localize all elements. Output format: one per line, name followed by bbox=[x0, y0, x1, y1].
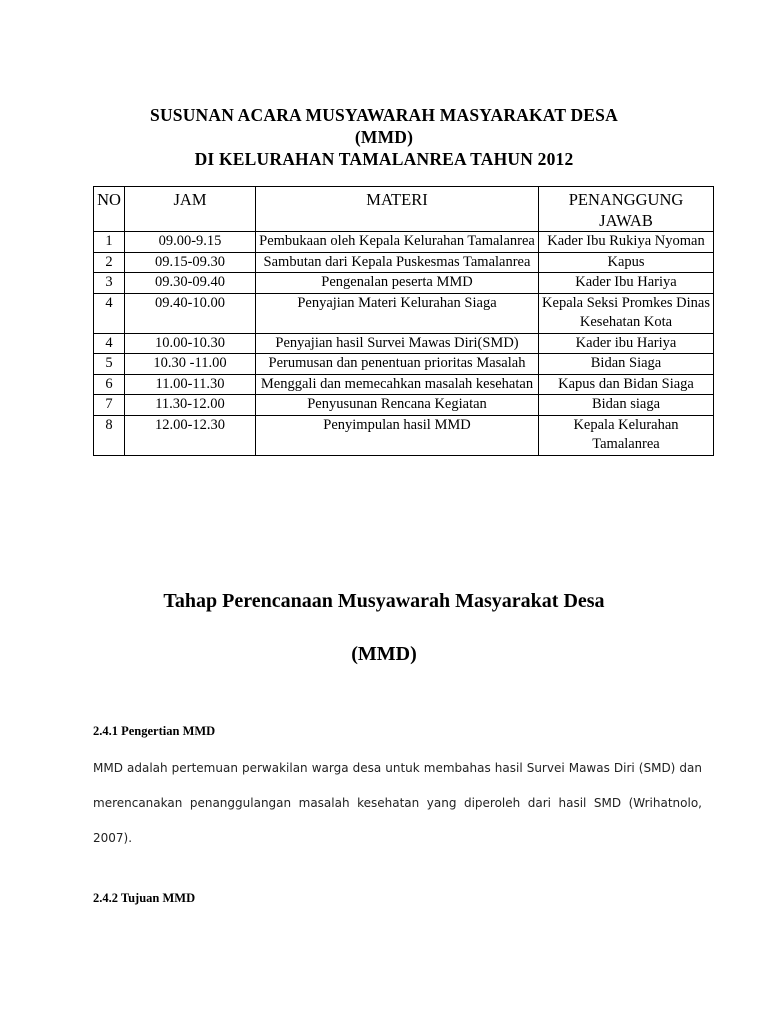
cell-no: 2 bbox=[94, 252, 125, 273]
cell-no: 8 bbox=[94, 415, 125, 455]
cell-penanggung-jawab: Bidan Siaga bbox=[539, 354, 714, 375]
cell-penanggung-jawab: Kader Ibu Rukiya Nyoman bbox=[539, 232, 714, 253]
cell-materi: Menggali dan memecahkan masalah kesehatan bbox=[256, 374, 539, 395]
title-line-1: SUSUNAN ACARA MUSYAWARAH MASYARAKAT DESA bbox=[150, 105, 618, 125]
title-line-2: (MMD) bbox=[354, 127, 414, 147]
cell-jam: 09.30-09.40 bbox=[125, 273, 256, 294]
cell-no: 3 bbox=[94, 273, 125, 294]
cell-jam: 12.00-12.30 bbox=[125, 415, 256, 455]
cell-materi: Penyimpulan hasil MMD bbox=[256, 415, 539, 455]
cell-no: 6 bbox=[94, 374, 125, 395]
cell-penanggung-jawab: Kader Ibu Hariya bbox=[539, 273, 714, 294]
header-penanggung-jawab: PENANGGUNG JAWAB bbox=[539, 187, 714, 232]
cell-no: 4 bbox=[94, 293, 125, 333]
cell-penanggung-jawab: Kapus bbox=[539, 252, 714, 273]
header-materi: MATERI bbox=[256, 187, 539, 232]
cell-penanggung-jawab: Kepala Kelurahan Tamalanrea bbox=[539, 415, 714, 455]
document-title bbox=[0, 104, 768, 170]
table-row bbox=[94, 333, 714, 354]
heading-tujuan-mmd: 2.4.2 Tujuan MMD bbox=[93, 891, 196, 905]
cell-materi: Penyusunan Rencana Kegiatan bbox=[256, 395, 539, 416]
title-line-3: DI KELURAHAN TAMALANREA TAHUN 2012 bbox=[194, 149, 574, 169]
table-row bbox=[94, 395, 714, 416]
cell-no: 7 bbox=[94, 395, 125, 416]
schedule-table bbox=[93, 186, 714, 456]
heading-pengertian-mmd: 2.4.1 Pengertian MMD bbox=[93, 724, 216, 738]
cell-materi: Penyajian hasil Survei Mawas Diri(SMD) bbox=[256, 333, 539, 354]
cell-materi: Penyajian Materi Kelurahan Siaga bbox=[256, 293, 539, 333]
paragraph-pengertian-mmd: MMD adalah pertemuan perwakilan warga desa untuk membahas hasil Survei Mawas Diri (SMD) dan merencanakan penanggulangan masalah kesehatan yang diperoleh dari hasil SMD (Wrihatnolo, 2007). bbox=[93, 761, 702, 845]
header-jam: JAM bbox=[125, 187, 256, 232]
cell-no: 4 bbox=[94, 333, 125, 354]
cell-no: 1 bbox=[94, 232, 125, 253]
cell-jam: 09.15-09.30 bbox=[125, 252, 256, 273]
cell-penanggung-jawab: Kapus dan Bidan Siaga bbox=[539, 374, 714, 395]
cell-penanggung-jawab: Bidan siaga bbox=[539, 395, 714, 416]
table-row bbox=[94, 293, 714, 333]
cell-no: 5 bbox=[94, 354, 125, 375]
table-row bbox=[94, 232, 714, 253]
section-title-line-2: (MMD) bbox=[351, 643, 417, 665]
cell-materi: Sambutan dari Kepala Puskesmas Tamalanrea bbox=[256, 252, 539, 273]
cell-penanggung-jawab: Kader ibu Hariya bbox=[539, 333, 714, 354]
table-header-row bbox=[94, 187, 714, 232]
table-row bbox=[94, 273, 714, 294]
cell-materi: Pengenalan peserta MMD bbox=[256, 273, 539, 294]
table-row bbox=[94, 374, 714, 395]
table-row bbox=[94, 252, 714, 273]
cell-jam: 09.40-10.00 bbox=[125, 293, 256, 333]
section-title-line-1: Tahap Perencanaan Musyawarah Masyarakat Desa bbox=[163, 590, 605, 612]
cell-jam: 11.30-12.00 bbox=[125, 395, 256, 416]
table-row bbox=[94, 354, 714, 375]
cell-materi: Pembukaan oleh Kepala Kelurahan Tamalanrea bbox=[256, 232, 539, 253]
cell-penanggung-jawab: Kepala Seksi Promkes Dinas Kesehatan Kota bbox=[539, 293, 714, 333]
cell-jam: 10.30 -11.00 bbox=[125, 354, 256, 375]
cell-jam: 09.00-9.15 bbox=[125, 232, 256, 253]
cell-jam: 10.00-10.30 bbox=[125, 333, 256, 354]
header-no: NO bbox=[94, 187, 125, 232]
cell-materi: Perumusan dan penentuan prioritas Masalah bbox=[256, 354, 539, 375]
table-row bbox=[94, 415, 714, 455]
cell-jam: 11.00-11.30 bbox=[125, 374, 256, 395]
